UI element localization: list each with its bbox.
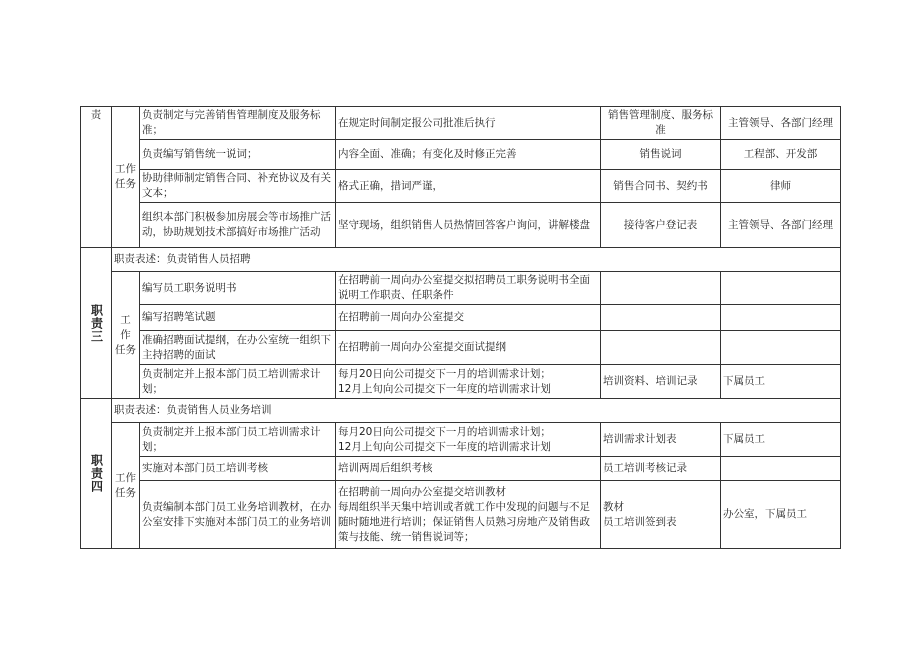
section-description: 职责表述：负责销售人员业务培训 <box>112 399 841 423</box>
task-cell: 负责制定并上报本部门员工培训需求计划； <box>140 365 336 399</box>
doc-cell: 培训资料、培训记录 <box>601 365 721 399</box>
doc-cell: 销售合同书、契约书 <box>601 170 721 203</box>
doc-cell <box>601 272 721 305</box>
contact-cell: 下属员工 <box>721 423 841 457</box>
task-cell: 负责制定并上报本部门员工培训需求计划； <box>140 423 336 457</box>
task-cell: 实施对本部门员工培训考核 <box>140 457 336 481</box>
contact-cell: 办公室，下属员工 <box>721 481 841 549</box>
task-cell: 组织本部门积极参加房展会等市场推广活动，协助规划技术部搞好市场推广活动 <box>140 203 336 248</box>
doc-cell: 销售管理制度、服务标准 <box>601 107 721 140</box>
table-row <box>81 248 841 272</box>
contact-cell: 主管领导、各部门经理 <box>721 107 841 140</box>
standard-cell: 在招聘前一周向办公室提交 <box>336 305 601 331</box>
table-row <box>81 365 841 399</box>
standard-cell: 坚守现场，组织销售人员热情回答客户询问，讲解楼盘 <box>336 203 601 248</box>
standard-cell: 在招聘前一周向办公室提交面试提纲 <box>336 331 601 365</box>
standard-cell: 格式正确，措词严谨， <box>336 170 601 203</box>
task-cell: 编写招聘笔试题 <box>140 305 336 331</box>
contact-cell <box>721 305 841 331</box>
contact-cell <box>721 272 841 305</box>
standard-cell: 内容全面、准确；有变化及时修正完善 <box>336 140 601 170</box>
table-row <box>81 305 841 331</box>
doc-cell: 接待客户登记表 <box>601 203 721 248</box>
task-cell: 准确招聘面试提纲，在办公室统一组织下主持招聘的面试 <box>140 331 336 365</box>
standard-cell: 在招聘前一周向办公室提交培训教材 每周组织半天集中培训或者就工作中发现的问题与不足随时随地进行培训；保证销售人员熟习房地产及销售政策与技能、统一销售说词等； <box>336 481 601 549</box>
doc-cell <box>601 331 721 365</box>
table-row <box>81 272 841 305</box>
contact-cell: 主管领导、各部门经理 <box>721 203 841 248</box>
section-label: 责 <box>81 107 112 248</box>
table-row <box>81 140 841 170</box>
doc-cell: 培训需求计划表 <box>601 423 721 457</box>
table-row <box>81 331 841 365</box>
table-row <box>81 170 841 203</box>
task-cell: 编写员工职务说明书 <box>140 272 336 305</box>
task-label: 工作 任务 <box>112 107 140 248</box>
doc-cell: 员工培训考核记录 <box>601 457 721 481</box>
job-responsibility-table <box>80 106 841 549</box>
table-row <box>81 203 841 248</box>
table-row <box>81 107 841 140</box>
task-cell: 负责制定与完善销售管理制度及服务标准； <box>140 107 336 140</box>
task-cell: 协助律师制定销售合同、补充协议及有关文本； <box>140 170 336 203</box>
doc-cell: 销售说词 <box>601 140 721 170</box>
table-row <box>81 423 841 457</box>
task-label: 工 作 任务 <box>112 272 140 399</box>
task-cell: 负责编写销售统一说词； <box>140 140 336 170</box>
contact-cell <box>721 457 841 481</box>
contact-cell: 工程部、开发部 <box>721 140 841 170</box>
section-description: 职责表述：负责销售人员招聘 <box>112 248 841 272</box>
section-label: 职责四 <box>81 399 112 549</box>
standard-cell: 培训两周后组织考核 <box>336 457 601 481</box>
table-row <box>81 481 841 549</box>
section-label: 职责三 <box>81 248 112 399</box>
contact-cell: 下属员工 <box>721 365 841 399</box>
contact-cell: 律师 <box>721 170 841 203</box>
doc-cell <box>601 305 721 331</box>
doc-cell: 教材 员工培训签到表 <box>601 481 721 549</box>
standard-cell: 每月20日向公司提交下一月的培训需求计划； 12月上旬向公司提交下一年度的培训需求计划 <box>336 365 601 399</box>
task-label: 工作 任务 <box>112 423 140 549</box>
table-row <box>81 457 841 481</box>
contact-cell <box>721 331 841 365</box>
table-row <box>81 399 841 423</box>
standard-cell: 每月20日向公司提交下一月的培训需求计划； 12月上旬向公司提交下一年度的培训需求计划 <box>336 423 601 457</box>
standard-cell: 在规定时间制定报公司批准后执行 <box>336 107 601 140</box>
standard-cell: 在招聘前一周向办公室提交拟招聘员工职务说明书全面说明工作职责、任职条件 <box>336 272 601 305</box>
task-cell: 负责编制本部门员工业务培训教材，在办公室安排下实施对本部门员工的业务培训 <box>140 481 336 549</box>
